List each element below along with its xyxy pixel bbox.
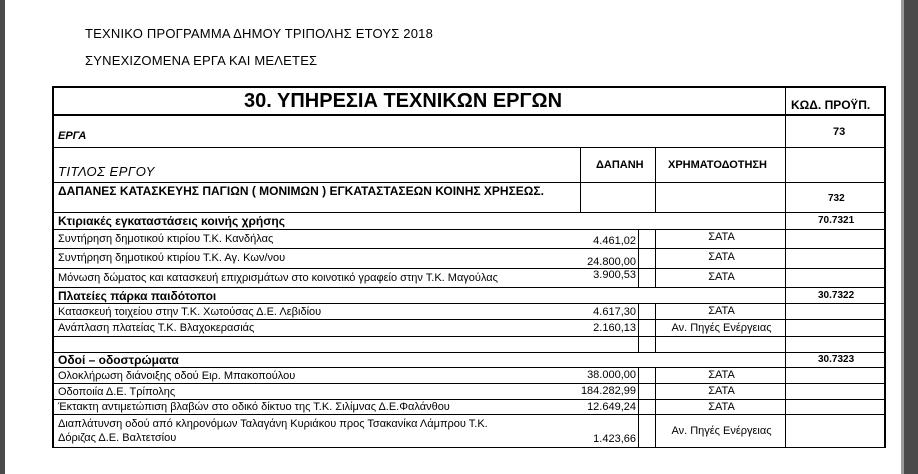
- column-header-cost: ΔΑΠΑΝΗ: [596, 159, 644, 171]
- erga-code: 73: [833, 126, 846, 138]
- table-row-amount: 4.617,30: [593, 306, 636, 318]
- table-row-source: ΣΑΤΑ: [708, 401, 735, 413]
- table-row-amount: 24.800,00: [587, 256, 636, 268]
- table-row-source: ΣΑΤΑ: [708, 369, 735, 381]
- table-row-desc: Διαπλάτυνση οδού από κληρονόμων Ταλαγάνη Κυριάκου προς Τσακανίκα Λάμπρου Τ.Κ.: [58, 418, 488, 430]
- table-row-amount: 2.160,13: [593, 322, 636, 334]
- table-row-source: ΣΑΤΑ: [708, 385, 735, 397]
- table-row-source: ΣΑΤΑ: [708, 271, 735, 283]
- column-header-title: ΤΙΤΛΟΣ ΕΡΓΟΥ: [58, 164, 155, 179]
- table-row-amount: 12.649,24: [587, 401, 636, 413]
- table-row-desc: Συντήρηση δημοτικού κτιρίου Τ.Κ. Αγ. Κων/νου: [58, 252, 286, 264]
- table-row-source: ΣΑΤΑ: [708, 251, 735, 263]
- erga-label: ΕΡΓΑ: [58, 130, 87, 142]
- table-row-desc: Μόνωση δώματος και κατασκευή επιχρισμάτων στο κοινοτικό γραφείο στην Τ.Κ. Μαγούλας: [58, 272, 498, 284]
- table-row-amount: 1.423,66: [593, 433, 636, 445]
- section-title: Πλατείες πάρκα παιδότοποι: [58, 289, 217, 303]
- table-row-amount: 4.461,02: [593, 235, 636, 247]
- section-code: 30.7322: [818, 290, 855, 301]
- table-row-amount: 38.000,00: [587, 369, 636, 381]
- category-title: ΔΑΠΑΝΕΣ ΚΑΤΑΣΚΕΥΗΣ ΠΑΓΙΩΝ ( ΜΟΝΙΜΩΝ ) ΕΓΚΑΤΑΣΤΑΣΕΩΝ ΚΟΙΝΗΣ ΧΡΗΣΕΩΣ.: [58, 184, 544, 198]
- table-row-desc: Ανάπλαση πλατείας Τ.Κ. Βλαχοκερασιάς: [58, 322, 255, 334]
- table-row-desc-cont: Δόριζας Δ.Ε. Βαλτετσίου: [58, 432, 177, 444]
- table-row-desc: Οδοποιία Δ.Ε. Τρίπολης: [58, 386, 176, 398]
- table-row-source: Αν. Πηγές Ενέργειας: [671, 322, 772, 334]
- document-heading: ΤΕΧΝΙΚΟ ΠΡΟΓΡΑΜΜΑ ΔΗΜΟΥ ΤΡΙΠΟΛΗΣ ΕΤΟΥΣ 2018: [85, 26, 434, 41]
- section-code: 30.7323: [818, 354, 855, 365]
- table-row-desc: Συντήρηση δημοτικού κτιρίου Τ.Κ. Κανδήλας: [58, 233, 274, 245]
- table-row-source: ΣΑΤΑ: [708, 231, 735, 243]
- table-row-source: ΣΑΤΑ: [708, 305, 735, 317]
- column-header-funding: ΧΡΗΜΑΤΟΔΟΤΗΣΗ: [668, 159, 767, 171]
- table-row-amount: 184.282,99: [580, 385, 636, 397]
- document-subheading: ΣΥΝΕΧΙΖΟΜΕΝΑ ΕΡΓΑ ΚΑΙ ΜΕΛΕΤΕΣ: [85, 53, 318, 68]
- section-title: Κτιριακές εγκαταστάσεις κοινής χρήσης: [58, 214, 286, 228]
- section-title: Οδοί – οδοστρώματα: [58, 353, 179, 367]
- table-title: 30. ΥΠΗΡΕΣΙΑ ΤΕΧΝΙΚΩΝ ΕΡΓΩΝ: [244, 90, 563, 112]
- category-code: 732: [828, 193, 845, 204]
- table-row-desc: Έκτακτη αντιμετώπιση βλαβών στο οδικό δίκτυο της Τ.Κ. Σιλίμνας Δ.Ε.Φαλάνθου: [58, 401, 450, 413]
- table-row-source: Αν. Πηγές Ενέργειας: [671, 425, 772, 437]
- budget-code-header: ΚΩΔ. ΠΡΟΫΠ.: [791, 98, 871, 112]
- table-row-amount: 3.900,53: [593, 269, 636, 281]
- section-code: 70.7321: [818, 215, 855, 226]
- table-row-desc: Κατασκευή τοιχείου στην Τ.Κ. Χωτούσας Δ.Ε. Λεβιδίου: [58, 306, 322, 318]
- table-row-desc: Ολοκλήρωση διάνοιξης οδού Ειρ. Μπακοπούλου: [58, 370, 296, 382]
